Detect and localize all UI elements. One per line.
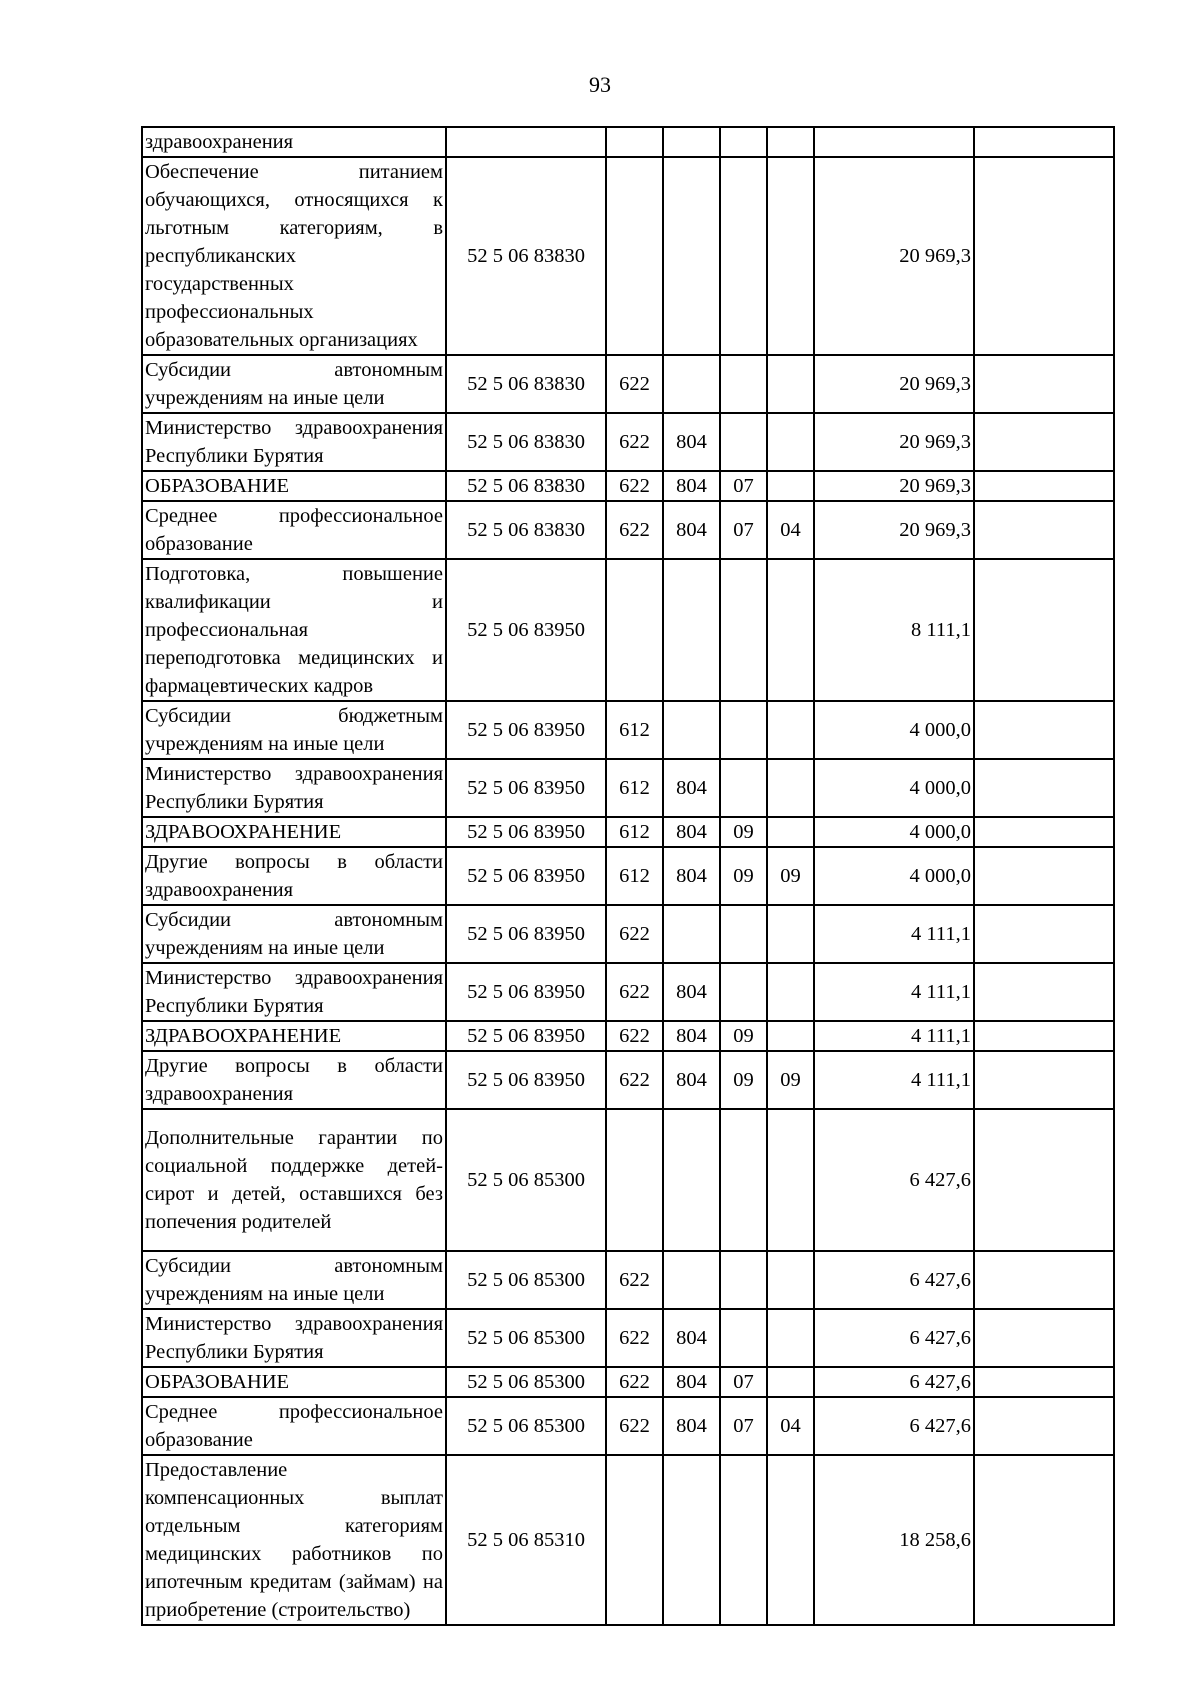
extra-cell xyxy=(974,1251,1114,1309)
expense-type-cell: 622 xyxy=(606,963,663,1021)
extra-cell xyxy=(974,1021,1114,1051)
target-code-cell: 52 5 06 83950 xyxy=(446,847,606,905)
item-name-cell: Подготовка, повышение квалификации и профессиональная переподготовка медицинских и фармацевтических кадров xyxy=(142,559,446,701)
amount-cell: 4 111,1 xyxy=(814,963,974,1021)
extra-cell xyxy=(974,817,1114,847)
section-cell: 07 xyxy=(720,1397,767,1455)
subsection-cell xyxy=(767,1367,814,1397)
section-cell: 07 xyxy=(720,501,767,559)
section-cell xyxy=(720,355,767,413)
target-code-cell: 52 5 06 83830 xyxy=(446,157,606,355)
table-row xyxy=(142,471,1114,501)
item-name-cell: ОБРАЗОВАНИЕ xyxy=(142,471,446,501)
admin-code-cell xyxy=(663,355,720,413)
extra-cell xyxy=(974,847,1114,905)
amount-cell: 20 969,3 xyxy=(814,501,974,559)
expense-type-cell: 622 xyxy=(606,501,663,559)
admin-code-cell: 804 xyxy=(663,759,720,817)
expense-type-cell: 612 xyxy=(606,817,663,847)
admin-code-cell: 804 xyxy=(663,817,720,847)
section-cell xyxy=(720,413,767,471)
target-code-cell: 52 5 06 83950 xyxy=(446,905,606,963)
table-row xyxy=(142,963,1114,1021)
expense-type-cell xyxy=(606,1109,663,1251)
table-row xyxy=(142,847,1114,905)
item-name-cell: Министерство здравоохранения Республики Бурятия xyxy=(142,759,446,817)
amount-cell: 4 000,0 xyxy=(814,847,974,905)
target-code-cell: 52 5 06 83830 xyxy=(446,413,606,471)
extra-cell xyxy=(974,1367,1114,1397)
section-cell xyxy=(720,1251,767,1309)
amount-cell: 6 427,6 xyxy=(814,1251,974,1309)
table-row xyxy=(142,127,1114,157)
extra-cell xyxy=(974,1309,1114,1367)
subsection-cell xyxy=(767,1109,814,1251)
extra-cell xyxy=(974,157,1114,355)
amount-cell: 20 969,3 xyxy=(814,157,974,355)
section-cell: 09 xyxy=(720,847,767,905)
section-cell: 07 xyxy=(720,1367,767,1397)
item-name-cell: Обеспечение питанием обучающихся, относящихся к льготным категориям, в республиканских государственных профессиональных образовательных организациях xyxy=(142,157,446,355)
item-name-cell: Субсидии автономным учреждениям на иные цели xyxy=(142,355,446,413)
target-code-cell: 52 5 06 85310 xyxy=(446,1455,606,1625)
extra-cell xyxy=(974,905,1114,963)
extra-cell xyxy=(974,559,1114,701)
subsection-cell xyxy=(767,127,814,157)
expense-type-cell xyxy=(606,127,663,157)
admin-code-cell xyxy=(663,1109,720,1251)
subsection-cell xyxy=(767,1309,814,1367)
amount-cell: 6 427,6 xyxy=(814,1309,974,1367)
expense-type-cell: 622 xyxy=(606,1251,663,1309)
expense-type-cell: 622 xyxy=(606,471,663,501)
subsection-cell xyxy=(767,1021,814,1051)
target-code-cell xyxy=(446,127,606,157)
target-code-cell: 52 5 06 83950 xyxy=(446,559,606,701)
expense-type-cell: 622 xyxy=(606,355,663,413)
table-row xyxy=(142,759,1114,817)
extra-cell xyxy=(974,701,1114,759)
item-name-cell: Среднее профессиональное образование xyxy=(142,501,446,559)
page-number: 93 xyxy=(589,72,611,97)
table-row xyxy=(142,1109,1114,1251)
extra-cell xyxy=(974,1397,1114,1455)
target-code-cell: 52 5 06 83950 xyxy=(446,963,606,1021)
table-row xyxy=(142,501,1114,559)
table-row xyxy=(142,701,1114,759)
amount-cell: 18 258,6 xyxy=(814,1455,974,1625)
target-code-cell: 52 5 06 83950 xyxy=(446,1051,606,1109)
amount-cell: 4 000,0 xyxy=(814,701,974,759)
expense-type-cell: 622 xyxy=(606,905,663,963)
subsection-cell xyxy=(767,701,814,759)
admin-code-cell: 804 xyxy=(663,501,720,559)
section-cell xyxy=(720,1309,767,1367)
extra-cell xyxy=(974,501,1114,559)
subsection-cell xyxy=(767,413,814,471)
target-code-cell: 52 5 06 85300 xyxy=(446,1367,606,1397)
amount-cell: 20 969,3 xyxy=(814,355,974,413)
admin-code-cell: 804 xyxy=(663,1051,720,1109)
subsection-cell: 04 xyxy=(767,501,814,559)
amount-cell: 4 111,1 xyxy=(814,1051,974,1109)
table-body xyxy=(142,127,1114,1625)
table-row xyxy=(142,559,1114,701)
admin-code-cell: 804 xyxy=(663,963,720,1021)
admin-code-cell xyxy=(663,905,720,963)
target-code-cell: 52 5 06 83950 xyxy=(446,701,606,759)
amount-cell: 4 000,0 xyxy=(814,817,974,847)
extra-cell xyxy=(974,1051,1114,1109)
table-row xyxy=(142,413,1114,471)
target-code-cell: 52 5 06 85300 xyxy=(446,1251,606,1309)
admin-code-cell xyxy=(663,1251,720,1309)
expense-type-cell: 622 xyxy=(606,1051,663,1109)
item-name-cell: Другие вопросы в области здравоохранения xyxy=(142,847,446,905)
amount-cell: 4 111,1 xyxy=(814,1021,974,1051)
table-row xyxy=(142,1455,1114,1625)
item-name-cell: Министерство здравоохранения Республики Бурятия xyxy=(142,963,446,1021)
section-cell xyxy=(720,905,767,963)
subsection-cell xyxy=(767,1455,814,1625)
expense-type-cell: 622 xyxy=(606,1367,663,1397)
target-code-cell: 52 5 06 85300 xyxy=(446,1397,606,1455)
target-code-cell: 52 5 06 83830 xyxy=(446,471,606,501)
admin-code-cell: 804 xyxy=(663,1367,720,1397)
expense-type-cell: 622 xyxy=(606,413,663,471)
admin-code-cell: 804 xyxy=(663,1397,720,1455)
table-row xyxy=(142,1251,1114,1309)
expense-type-cell: 612 xyxy=(606,847,663,905)
item-name-cell: Субсидии автономным учреждениям на иные цели xyxy=(142,905,446,963)
section-cell xyxy=(720,559,767,701)
expense-type-cell: 612 xyxy=(606,759,663,817)
item-name-cell: ЗДРАВООХРАНЕНИЕ xyxy=(142,817,446,847)
item-name-cell: Субсидии бюджетным учреждениям на иные цели xyxy=(142,701,446,759)
amount-cell: 4 111,1 xyxy=(814,905,974,963)
section-cell: 09 xyxy=(720,817,767,847)
admin-code-cell xyxy=(663,157,720,355)
item-name-cell: ОБРАЗОВАНИЕ xyxy=(142,1367,446,1397)
section-cell: 09 xyxy=(720,1021,767,1051)
item-name-cell: Министерство здравоохранения Республики Бурятия xyxy=(142,413,446,471)
section-cell xyxy=(720,759,767,817)
expense-type-cell xyxy=(606,157,663,355)
table-row xyxy=(142,1051,1114,1109)
amount-cell: 4 000,0 xyxy=(814,759,974,817)
budget-table xyxy=(141,126,1115,1626)
section-cell xyxy=(720,701,767,759)
subsection-cell xyxy=(767,963,814,1021)
subsection-cell: 04 xyxy=(767,1397,814,1455)
subsection-cell xyxy=(767,1251,814,1309)
extra-cell xyxy=(974,413,1114,471)
subsection-cell xyxy=(767,157,814,355)
section-cell xyxy=(720,127,767,157)
item-name-cell: Министерство здравоохранения Республики Бурятия xyxy=(142,1309,446,1367)
item-name-cell: Предоставление компенсационных выплат отдельным категориям медицинских работников по ипотечным кредитам (займам) на приобретение (строительство) xyxy=(142,1455,446,1625)
item-name-cell: ЗДРАВООХРАНЕНИЕ xyxy=(142,1021,446,1051)
target-code-cell: 52 5 06 83950 xyxy=(446,1021,606,1051)
item-name-cell: Среднее профессиональное образование xyxy=(142,1397,446,1455)
section-cell xyxy=(720,1455,767,1625)
target-code-cell: 52 5 06 83950 xyxy=(446,759,606,817)
expense-type-cell xyxy=(606,1455,663,1625)
extra-cell xyxy=(974,1455,1114,1625)
extra-cell xyxy=(974,471,1114,501)
amount-cell xyxy=(814,127,974,157)
expense-type-cell xyxy=(606,559,663,701)
admin-code-cell: 804 xyxy=(663,847,720,905)
target-code-cell: 52 5 06 83830 xyxy=(446,501,606,559)
target-code-cell: 52 5 06 83950 xyxy=(446,817,606,847)
section-cell: 07 xyxy=(720,471,767,501)
table-row xyxy=(142,1367,1114,1397)
table-row xyxy=(142,817,1114,847)
item-name-cell: Другие вопросы в области здравоохранения xyxy=(142,1051,446,1109)
admin-code-cell: 804 xyxy=(663,1021,720,1051)
target-code-cell: 52 5 06 85300 xyxy=(446,1109,606,1251)
amount-cell: 6 427,6 xyxy=(814,1109,974,1251)
amount-cell: 6 427,6 xyxy=(814,1367,974,1397)
admin-code-cell xyxy=(663,701,720,759)
extra-cell xyxy=(974,355,1114,413)
amount-cell: 6 427,6 xyxy=(814,1397,974,1455)
table-row xyxy=(142,355,1114,413)
admin-code-cell xyxy=(663,127,720,157)
section-cell xyxy=(720,1109,767,1251)
expense-type-cell: 622 xyxy=(606,1309,663,1367)
item-name-cell: здравоохранения xyxy=(142,127,446,157)
subsection-cell xyxy=(767,817,814,847)
expense-type-cell: 622 xyxy=(606,1397,663,1455)
table-row xyxy=(142,905,1114,963)
target-code-cell: 52 5 06 85300 xyxy=(446,1309,606,1367)
table-row xyxy=(142,1021,1114,1051)
expense-type-cell: 622 xyxy=(606,1021,663,1051)
extra-cell xyxy=(974,963,1114,1021)
amount-cell: 8 111,1 xyxy=(814,559,974,701)
subsection-cell xyxy=(767,905,814,963)
extra-cell xyxy=(974,759,1114,817)
subsection-cell xyxy=(767,471,814,501)
target-code-cell: 52 5 06 83830 xyxy=(446,355,606,413)
extra-cell xyxy=(974,127,1114,157)
admin-code-cell: 804 xyxy=(663,413,720,471)
section-cell xyxy=(720,157,767,355)
admin-code-cell xyxy=(663,1455,720,1625)
amount-cell: 20 969,3 xyxy=(814,471,974,501)
subsection-cell xyxy=(767,559,814,701)
amount-cell: 20 969,3 xyxy=(814,413,974,471)
item-name-cell: Дополнительные гарантии по социальной поддержке детей-сирот и детей, оставшихся без попечения родителей xyxy=(142,1109,446,1251)
table-row xyxy=(142,157,1114,355)
item-name-cell: Субсидии автономным учреждениям на иные цели xyxy=(142,1251,446,1309)
admin-code-cell: 804 xyxy=(663,1309,720,1367)
table-row xyxy=(142,1397,1114,1455)
subsection-cell: 09 xyxy=(767,1051,814,1109)
table-row xyxy=(142,1309,1114,1367)
expense-type-cell: 612 xyxy=(606,701,663,759)
admin-code-cell xyxy=(663,559,720,701)
section-cell xyxy=(720,963,767,1021)
admin-code-cell: 804 xyxy=(663,471,720,501)
subsection-cell xyxy=(767,759,814,817)
section-cell: 09 xyxy=(720,1051,767,1109)
subsection-cell xyxy=(767,355,814,413)
subsection-cell: 09 xyxy=(767,847,814,905)
extra-cell xyxy=(974,1109,1114,1251)
